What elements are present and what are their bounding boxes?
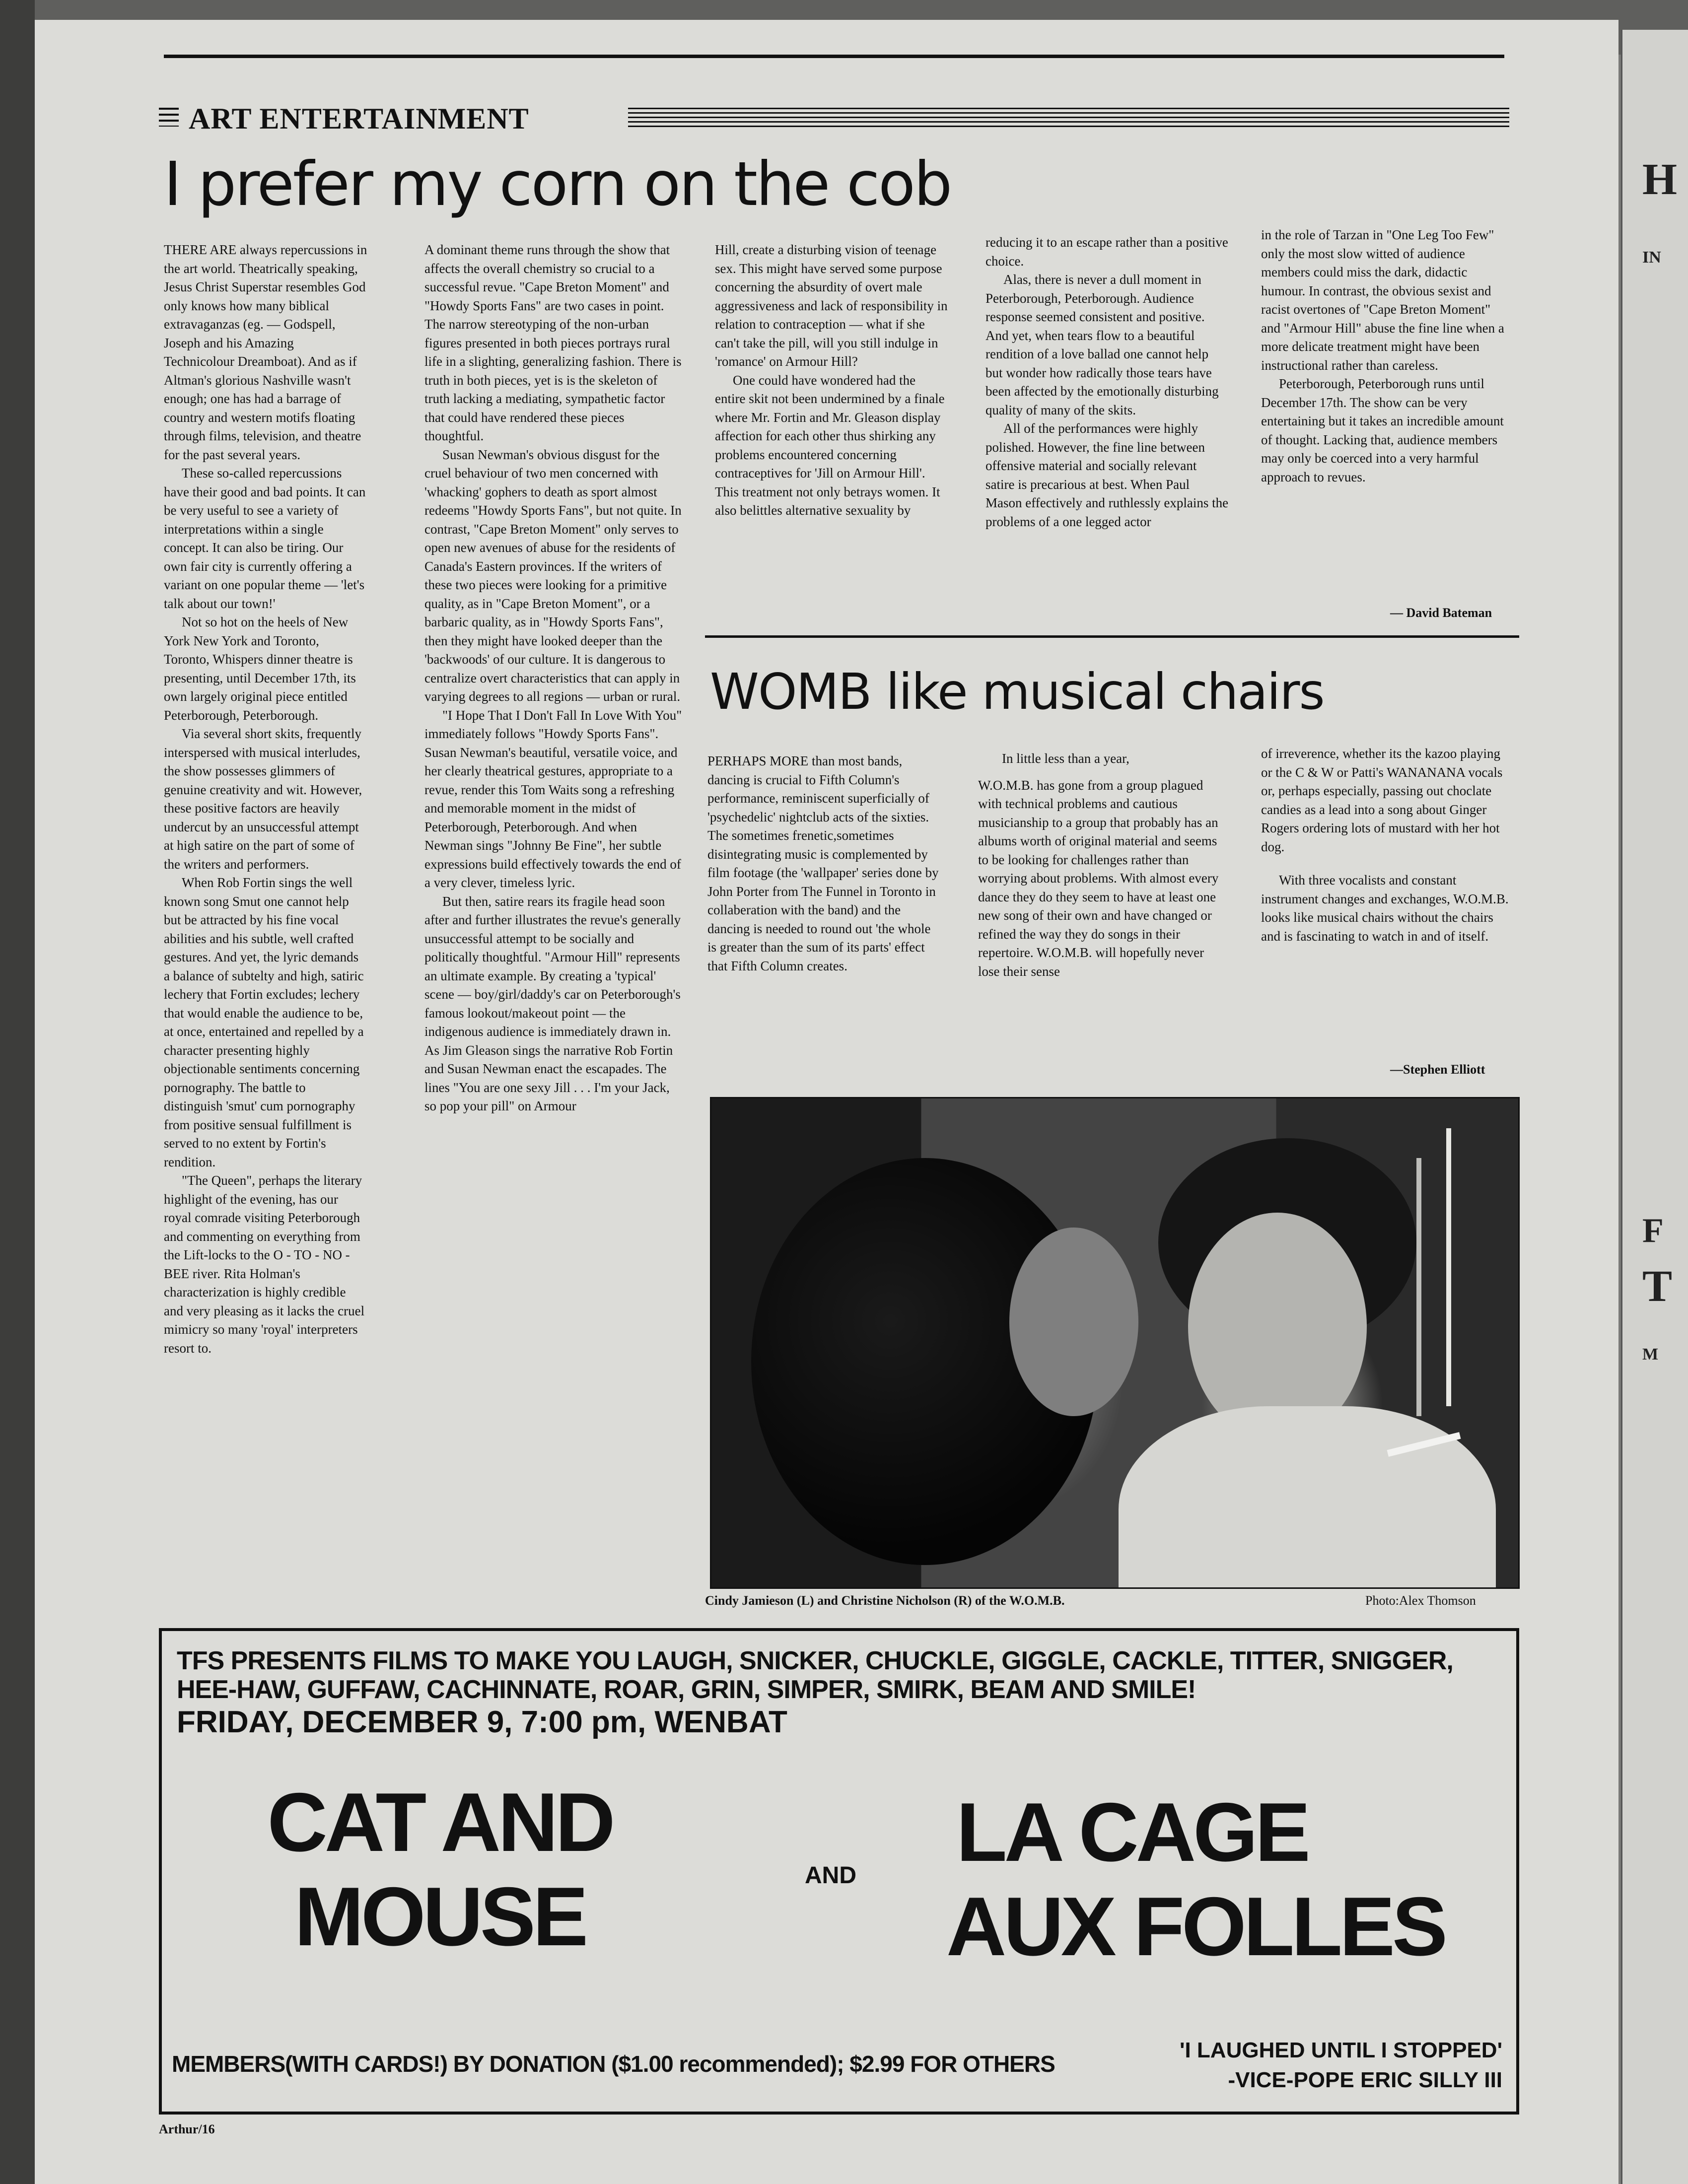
article2-column-1 xyxy=(707,752,941,975)
paragraph: But then, satire rears its fragile head soon after and further illustrates the revue's generally unsuccessful attempt to be socially and politically thoughtful. "Armour Hill" represents an ultimate example. By creating a 'typical' scene — boy/girl/daddy's car on Peterborough's famous lookout/makeout point — the indigenous audience is immediately drawn in. As Jim Gleason sings the narrative Rob Fortin and Susan Newman enact the escapades. The lines "You are one sexy Jill . . . I'm your Jack, so pop your pill" on Armour xyxy=(424,893,681,1113)
paragraph: Susan Newman's obvious disgust for the cruel behaviour of two men concerned with 'whacking' gophers to death as sport almost redeems "Howdy Sports Fans", but not quite. In contrast, "Cape Breton Moment" only serves to open new avenues of abuse for the residents of Canada's Eastern provinces. If the writers of these two pieces were looking for a primitive quality, as in "Cape Breton Moment", or a barbaric quality, as in "Howdy Sports Fans", then they might have looked deeper than the 'backwoods' of our culture. It is dangerous to centralize overt characteristics that can apply in varying degrees to all regions — urban or rural. xyxy=(424,447,682,704)
photo-face-left xyxy=(1009,1228,1138,1416)
article2-byline: —Stephen Elliott xyxy=(1390,1062,1485,1077)
ad-tagline: TFS PRESENTS FILMS TO MAKE YOU LAUGH, SNICKER, CHUCKLE, GIGGLE, CACKLE, TITTER, SNIGGER, xyxy=(177,1646,1453,1675)
article2-column-3 xyxy=(1261,745,1509,946)
section-rule-right xyxy=(628,108,1509,128)
band-photo xyxy=(710,1097,1520,1589)
ad-date: FRIDAY, DECEMBER 9, 7:00 pm, WENBAT xyxy=(177,1705,787,1739)
film-advertisement xyxy=(159,1628,1519,2115)
scan-left-edge xyxy=(0,0,35,2184)
paragraph: PERHAPS MORE than most bands, dancing is crucial to Fifth Column's performance, reminiscent superficially of 'psychedelic' nightclub acts of the sixties. The sometimes frenetic,sometimes disintegrating music is complemented by film footage (the 'wallpaper' series done by John Porter from The Funnel in Toronto in collaberation with the band) and the dancing is needed to round out 'the whole is greater than the sum of its parts' effect that Fifth Column creates. xyxy=(707,753,939,973)
article1-column-3 xyxy=(715,241,948,520)
adjacent-fragment: H xyxy=(1642,155,1678,204)
article1-column-2 xyxy=(424,241,683,1116)
paragraph: reducing it to an escape rather than a positive choice. xyxy=(985,235,1228,269)
photo-mic-stand xyxy=(1416,1158,1421,1416)
paragraph: A dominant theme runs through the show that affects the overall chemistry so crucial to a successful revue. "Cape Breton Moment" and "Howdy Sports Fans" are two cases in point. The narrow stereotyping of the non-urban figures presented in both pieces portrays rural life in a slighting, generalizing fashion. There is truth in both pieces, yet is is the skeleton of truth lacking a mediating, sympathetic factor that could have rendered these pieces thoughtful. xyxy=(424,242,682,443)
article-divider-rule xyxy=(705,635,1519,638)
quote-text: 'I LAUGHED UNTIL I STOPPED' xyxy=(1180,2038,1503,2062)
article1-column-5 xyxy=(1261,226,1509,486)
page-folio: Arthur/16 xyxy=(159,2122,215,2136)
ad-and: AND xyxy=(805,1862,856,1889)
photo-credit: Photo:Alex Thomson xyxy=(1365,1593,1476,1608)
paragraph: When Rob Fortin sings the well known song Smut one cannot help but be attracted by his fine vocal abilities and his subtle, well crafted gestures. And yet, the lyric demands a balance of subtelty and high, satiric lechery that Fortin excludes; lechery that would enable the audience to be, at once, entertained and repelled by a character presenting highly objectionable sentiments concerning pornography. The battle to distinguish 'smut' cum pornography from positive sensual fulfillment is served to no extent by Fortin's rendition. xyxy=(164,875,364,1169)
adjacent-fragment: T xyxy=(1642,1262,1673,1311)
photo-shirt xyxy=(1119,1406,1496,1589)
article1-column-1 xyxy=(164,241,367,1358)
section-rule-left xyxy=(159,108,179,127)
ad-tagline: HEE-HAW, GUFFAW, CACHINNATE, ROAR, GRIN, SIMPER, SMIRK, BEAM AND SMILE! xyxy=(177,1675,1196,1704)
paragraph: One could have wondered had the entire skit not been undermined by a finale where Mr. Fortin and Mr. Gleason display affection for each other thus shirking any problems encountered concerning contraceptives for 'Jill on Armour Hill'. This treatment not only betrays women. It also belittles alternative sexuality by xyxy=(715,372,945,518)
paragraph: In little less than a year, xyxy=(1002,751,1129,766)
adjacent-fragment: F xyxy=(1642,1212,1664,1250)
adjacent-fragment: IN xyxy=(1642,248,1661,267)
paragraph: Not so hot on the heels of New York New York and Toronto, Toronto, Whispers dinner theatre is presenting, until December 17th, its own largely original piece entitled Peterborough, Peterborough. xyxy=(164,614,356,723)
photo-caption: Cindy Jamieson (L) and Christine Nicholson (R) of the W.O.M.B. xyxy=(705,1593,1065,1608)
article1-headline: I prefer my corn on the cob xyxy=(164,149,951,219)
paragraph: THERE ARE always repercussions in the art world. Theatrically speaking, Jesus Christ Superstar resembles God only knows how many biblical extravaganzas (eg. — Godspell, Joseph and his Amazing Technicolour Dreamboat). And as if Altman's glorious Nashville wasn't enough; one has had a barrage of country and western motifs floating through films, television, and theatre for the past several years. xyxy=(164,242,367,462)
ad-admission: MEMBERS(WITH CARDS!) BY DONATION ($1.00 recommended); $2.99 FOR OTHERS xyxy=(172,2051,1055,2077)
film-title-line: CAT AND xyxy=(267,1775,613,1869)
article2-column-2 xyxy=(978,750,1221,981)
article2-headline: WOMB like musical chairs xyxy=(710,663,1324,721)
film-title-cat-and-mouse xyxy=(241,1775,638,1964)
paragraph: "The Queen", perhaps the literary highlight of the evening, has our royal comrade visiting Peterborough and commenting on everything from the Lift-locks to the O - TO - NO - BEE river. Rita Holman's characterization is highly credible and very pleasing as it lacks the cruel mimicry so many 'royal' interpreters resort to. xyxy=(164,1173,365,1356)
photo-mic-stand xyxy=(1446,1128,1451,1406)
section-label: ART ENTERTAINMENT xyxy=(189,102,529,135)
film-title-la-cage xyxy=(946,1785,1443,1974)
paragraph: in the role of Tarzan in "One Leg Too Few" only the most slow witted of audience members could miss the dark, didactic humour. In contrast, the obvious sexist and racist overtones of "Cape Breton Moment" and "Armour Hill" abuse the fine line when a more delicate treatment might have been instructional rather than careless. xyxy=(1261,227,1504,373)
paragraph: All of the performances were highly polished. However, the fine line between offensive material and socially relevant satire is precarious at best. When Paul Mason effectively and ruthlessly explains the problems of a one legged actor xyxy=(985,421,1229,529)
ad-quote xyxy=(1180,2036,1502,2095)
paragraph: W.O.M.B. has gone from a group plagued with technical problems and cautious musicianship to a group that probably has an albums worth of original material and seems to be looking for challenges rather than worrying about problems. With almost every dance they do they seem to have at least one new song of their own and have changed or refined the way they do songs in their repertoire. W.O.M.B. will hopefully never lose their sense xyxy=(978,777,1219,979)
adjacent-fragment: M xyxy=(1642,1345,1659,1364)
adjacent-page-edge xyxy=(1621,30,1688,2184)
paragraph: of irreverence, whether its the kazoo playing or the C & W or Patti's WANANANA vocals or, perhaps especially, passing out choclate candies as a lead into a song about Ginger Rogers ordering lots of mustard with her hot dog. xyxy=(1261,746,1503,854)
paragraph: Via several short skits, frequently interspersed with musical interludes, the show possesses glimmers of genuine creativity and wit. However, these positive factors are heavily undercut by an unsuccessful attempt at high satire on the part of some of the writers and performers. xyxy=(164,726,362,872)
paragraph: Peterborough, Peterborough runs until December 17th. The show can be very entertaining but it takes an incredible amount of thought. Lacking that, audience members may only be coerced into a very harmful approach to revues. xyxy=(1261,376,1504,484)
paragraph: Hill, create a disturbing vision of teenage sex. This might have served some purpose concerning the absurdity of overt male aggressiveness and lack of responsibility in relation to contraception — what if she can't take the pill, will you still indulge in 'romance' on Armour Hill? xyxy=(715,242,948,369)
paragraph: "I Hope That I Don't Fall In Love With You" immediately follows "Howdy Sports Fans". Susan Newman's beautiful, versatile voice, and her clearly theatrical gestures, appropriate to a revue, render this Tom Waits song a refreshing and memorable moment in the midst of Peterborough, Peterborough. And when Newman sings "Johnny Be Fine", her subtle expressions build effectively towards the end of a very clever, timeless lyric. xyxy=(424,707,682,890)
top-rule xyxy=(164,55,1504,58)
paragraph: Alas, there is never a dull moment in Peterborough, Peterborough. Audience response seemed consistent and positive. And yet, when tears flow to a beautiful rendition of a love ballad one cannot help but wonder how radically those tears have been affected by the emotionally disturbing quality of many of the skits. xyxy=(985,272,1219,417)
paragraph: With three vocalists and constant instrument changes and exchanges, W.O.M.B. looks like musical chairs without the chairs and is fascinating to watch in and of itself. xyxy=(1261,873,1509,944)
section-header xyxy=(159,102,1509,133)
quote-attribution: -VICE-POPE ERIC SILLY III xyxy=(1228,2068,1503,2092)
article1-column-4 xyxy=(985,233,1229,531)
paragraph: These so-called repercussions have their good and bad points. It can be very useful to see a variety of interpretations within a single concept. It can also be tiring. Our own fair city is currently offering a variant on one popular theme — 'let's talk about our town!' xyxy=(164,466,366,611)
article1-byline: — David Bateman xyxy=(1390,606,1492,620)
film-title-line: LA CAGE xyxy=(956,1785,1308,1879)
film-title-line: AUX FOLLES xyxy=(946,1880,1445,1973)
film-title-line: MOUSE xyxy=(294,1870,586,1963)
